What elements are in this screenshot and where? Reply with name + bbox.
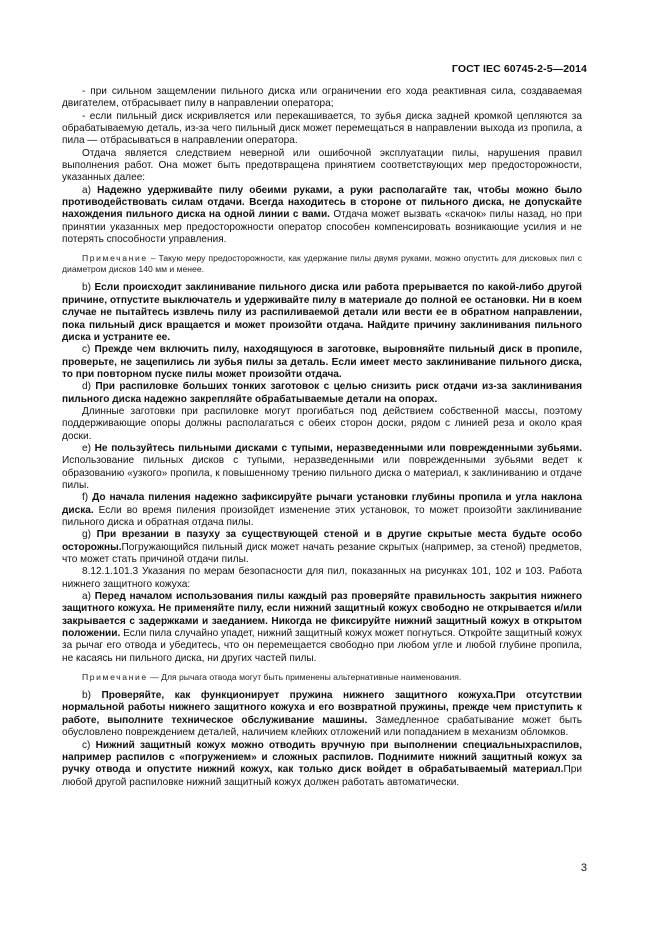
item-plain-text: Погружающийся пильный диск может начать резание скрытых (например, за стеной) предметов, что может стать причиной отдачи пилы. [62, 541, 582, 566]
item-bold-text: При врезании в пазуху за существующей стеной и в другие скрытые места будьте особо осторожны. [62, 529, 582, 553]
item-bold-text: Перед началом использования пилы каждый раз проверяйте правильность закрытия нижнего защитного кожуха. Не применяйте пилу, если нижний защитный кожух свободно не открывается и/или закрывается с задержками и заеданием. Никогда не фиксируйте нижний защитный кожух в открытом положении. [62, 591, 582, 640]
item-c-restart [62, 344, 582, 381]
item-marker: d) [82, 381, 96, 393]
section-8-12-1-101-3: 8.12.1.101.3 Указания по мерам безопасности для пил, показанных на рисунках 101, 102 и 103. Работа нижнего защитного кожуха: [62, 566, 582, 590]
paragraph-long-workpieces: Длинные заготовки при распиловке могут прогибаться под действием собственной массы, поэтому поддерживающие опоры должны располагаться с обеих сторон доски, рядом с линией реза и около края доски. [62, 405, 582, 442]
item-marker: b) [82, 690, 102, 702]
item-marker: e) [82, 442, 95, 454]
item-plain-text: Если во время пиления произойдет изменение этих установок, то может произойти заклинивание пильного диска и обратная отдача пилы. [62, 504, 582, 528]
item-plain-text: Отдача может вызвать «скачок» пилы назад, но при принятии указанных мер предосторожности оператор способен компенсировать возникающие усилия и не потерять способности управления. [62, 209, 582, 246]
item-plain-text: Замедленное срабатывание может быть обусловлено повреждением деталей, наличием клейких отложений или попаданием в механизм обломков. [62, 714, 582, 739]
item-bold-text: Проверяйте, как функционирует пружина нижнего защитного кожуха.При отсутствии нормальной работы нижнего защитного кожуха и его возвратной пружины, прежде чем приступить к работе, выполните техническое обслуживание машины. [62, 690, 583, 726]
paragraph-pinch-reaction: - при сильном защемлении пильного диска или ограничении его хода реактивная сила, создаваемая двигателем, отбрасывает пилу в направлении оператора; [62, 86, 582, 110]
item-bold-text: Если происходит заклинивание пильного диска или работа прерывается по какой-либо другой причине, отпустите выключатель и удерживайте пилу в материале до полной ее остановки. Ни в коем случае не пытайтесь извлечь пилу из распиливаемой детали или вести ее в обратном направлении, пока пильный диск вращается и может произойти отдача. Найдите причину заклинивания пильного диска и устраните ее. [62, 282, 582, 343]
item-d-support [62, 381, 582, 406]
item-a-grip [62, 185, 582, 247]
note-text: – Такую меру предосторожности, как удержание пилы двумя руками, можно опустить для дисковых пил с диаметром дисков 140 мм и менее. [62, 253, 582, 275]
item-bold-text: До начала пиления надежно зафиксируйте рычаги установки глубины пропила и угла наклона диска. [62, 492, 582, 516]
note-text: — Для рычага отвода могут быть применены альтернативные наименования. [147, 672, 462, 683]
item-marker: g) [82, 529, 97, 541]
item-bold-text: Не пользуйтесь пильными дисками с тупыми, неразведенными или поврежденными зубьями. [94, 442, 582, 454]
item-c-manual-retract [62, 740, 582, 789]
item-marker: f) [82, 492, 93, 504]
item-marker: a) [82, 591, 95, 603]
page-number: 3 [580, 862, 587, 874]
note-lever-names [62, 672, 582, 683]
item-e-dull-blades [62, 443, 582, 492]
note-label: Примечание [82, 672, 148, 683]
item-marker: a) [82, 184, 98, 196]
item-b-guard-spring [62, 690, 582, 739]
item-g-plunge-cuts [62, 529, 582, 566]
document-body [62, 86, 582, 789]
paragraph-kickback-cause: Отдача является следствием неверной или ошибочной эксплуатации пилы, нарушения правил выполнения работ. Она может быть предотвращена принятием соответствующих мер предосторожности, указанных далее: [62, 147, 582, 184]
item-a-lower-guard [62, 591, 582, 665]
item-marker: b) [82, 282, 95, 294]
item-bold-text: При распиловке больших тонких заготовок с целью снизить риск отдачи из-за заклинивания пильного диска надежно закрепляйте обрабатываемые детали на опорах. [62, 381, 582, 405]
item-marker: c) [82, 739, 96, 751]
item-plain-text: Использование пильных дисков с тупыми, неразведенными или поврежденными зубьями ведет к образованию «узкого» пропила, к повышенному трению пильного диска о материал, к заклиниванию и отдаче пилы. [62, 455, 582, 491]
item-bold-text: Прежде чем включить пилу, находящуюся в заготовке, выровняйте пильный диск в пропиле, проверьте, не зацепились ли зубья пилы за деталь. Если имеет место заклинивание пильного диска, то при повторном пуске пилы может произойти отдача. [62, 344, 583, 380]
paragraph-blade-twist: - если пильный диск искривляется или перекашивается, то зубья диска задней кромкой цепляются за обрабатываемую деталь, из-за чего пильный диск может перемещаться в направлении выхода из пропила, а пила — отбрасываться в направлении оператора. [62, 110, 582, 147]
note-label: Примечание [82, 253, 148, 264]
item-b-binding [62, 282, 582, 344]
item-bold-text: Надежно удерживайте пилу обеими руками, а руки располагайте так, чтобы можно было противодействовать силам отдачи. Всегда находитесь в стороне от пильного диска, не допускайте нахождения пильного диска на одной линии с вами. [62, 184, 583, 221]
item-plain-text: При любой другой распиловке нижний защитный кожух должен работать автоматически. [62, 764, 582, 788]
note-two-hands [62, 253, 582, 275]
item-plain-text: Если пила случайно упадет, нижний защитный кожух может погнуться. Откройте защитный кожух за рычаг его отвода и убедитесь, что он перемещается свободно при любом угле и любой глубине пропила, не касаясь ни пильного диска, ни других частей пилы. [62, 628, 582, 664]
item-bold-text: Нижний защитный кожух можно отводить вручную при выполнении специальныхраспилов, например распилов с «погружением» и сложных распилов. Поднимите нижний защитный кожух за ручку отвода и опустите нижний кожух, как только диск войдет в обрабатываемый материал. [62, 739, 583, 776]
item-marker: c) [82, 344, 95, 356]
document-code-header: ГОСТ IEC 60745-2-5—2014 [451, 63, 587, 75]
item-f-depth-levers [62, 492, 582, 529]
